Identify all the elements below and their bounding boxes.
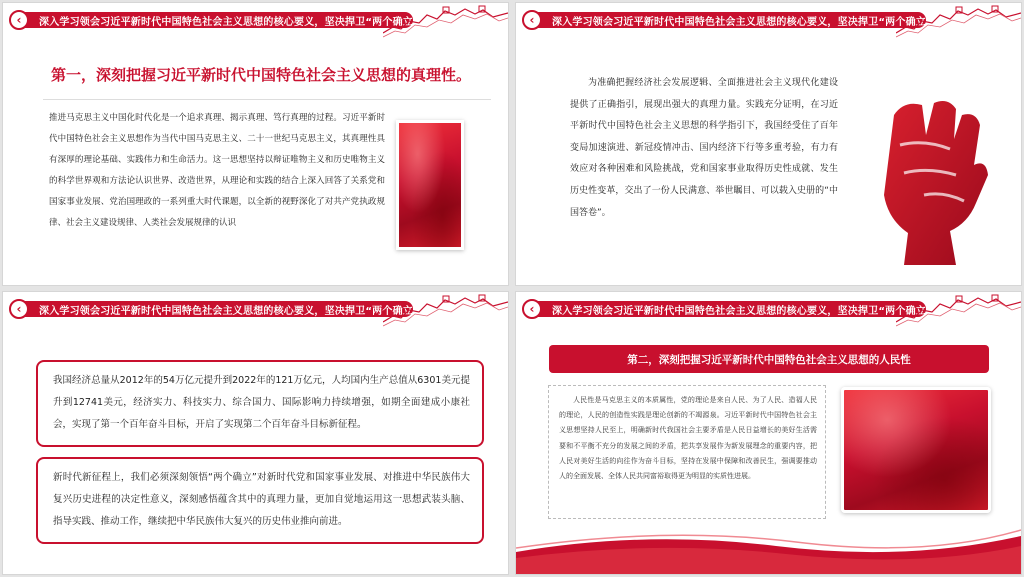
- text-box-content: 我国经济总量从2012年的54万亿元提升到2022年的121万亿元，人均国内生产总值从6301美元提升到12741美元，经济实力、科技实力、综合国力、国际影响力持续增强，如期全面建成小康社会，实现了第一个百年奋斗目标，开启了实现第二个百年奋斗目标新征程。: [53, 375, 470, 430]
- slide-3[interactable]: [3, 292, 508, 574]
- red-flag-image: [396, 120, 464, 250]
- great-wall-icon: [383, 294, 508, 328]
- section-title: 第一，深刻把握习近平新时代中国特色社会主义思想的真理性。: [51, 66, 472, 84]
- slide-1[interactable]: [3, 3, 508, 285]
- slide-header: [516, 3, 1021, 43]
- title-divider: [43, 99, 491, 100]
- header-title-bar: [23, 12, 420, 28]
- slide-header: [516, 292, 1021, 332]
- text-box-content: 新时代新征程上，我们必须深刻领悟“两个确立”对新时代党和国家事业发展、对推进中华民族伟大复兴历史进程的决定性意义，深刻感悟蕴含其中的真理力量，更加自觉地运用这一思想武装头脑、指导实践、推动工作，继续把中华民族伟大复兴的历史伟业推向前进。: [53, 472, 470, 527]
- header-title: 深入学习领会习近平新时代中国特色社会主义思想的核心要义，坚决捍卫“两个确立”: [39, 306, 420, 317]
- header-title: 深入学习领会习近平新时代中国特色社会主义思想的核心要义，坚决捍卫“两个确立”: [552, 306, 933, 317]
- section-banner: 第二，深刻把握习近平新时代中国特色社会主义思想的人民性: [549, 345, 989, 373]
- great-wall-icon: [896, 294, 1021, 328]
- header-title: 深入学习领会习近平新时代中国特色社会主义思想的核心要义，坚决捍卫“两个确立”: [552, 17, 933, 28]
- header-title-bar: [536, 301, 933, 317]
- header-title-bar: [23, 301, 420, 317]
- body-text-box: [548, 385, 826, 519]
- great-wall-icon: [383, 5, 508, 39]
- great-wall-icon: [896, 5, 1021, 39]
- back-button[interactable]: ‹: [9, 299, 29, 319]
- slide-header: [3, 3, 508, 43]
- slide-header: [3, 292, 508, 332]
- body-text: 推进马克思主义中国化时代化是一个追求真理、揭示真理、笃行真理的过程。习近平新时代中国特色社会主义思想作为当代中国马克思主义、二十一世纪马克思主义，其真理性具有深厚的理论基础、实践伟力和生命活力。这一思想坚持以辩证唯物主义和历史唯物主义的科学世界观和方法论认识世界、改造世界，从理论和实践的结合上深入回答了关系党和国家事业发展、党治国理政的一系列重大时代课题，以全新的视野深化了对共产党执政规律、社会主义建设规律、人类社会发展规律的认识: [49, 113, 385, 228]
- body-text: 人民性是马克思主义的本质属性，党的理论是来自人民、为了人民、造福人民的理论，人民的创造性实践是理论创新的不竭源泉。习近平新时代中国特色社会主义思想坚持人民至上，明确新时代我国社会主要矛盾是人民日益增长的美好生活需要和不平衡不充分的发展之间的矛盾，把共享发展作为新发展理念的重要内容，把人民对美好生活的向往作为奋斗目标，坚持在发展中保障和改善民生，强调要推动人的全面发展、全体人民共同富裕取得更为明显的实质性进展。: [559, 396, 817, 481]
- header-title: 深入学习领会习近平新时代中国特色社会主义思想的核心要义，坚决捍卫“两个确立”: [39, 17, 420, 28]
- raised-fist-icon: [864, 95, 994, 265]
- header-title-bar: [536, 12, 933, 28]
- red-ribbon-decoration: [516, 522, 1021, 574]
- text-box-new-era: [36, 457, 484, 544]
- back-button[interactable]: ‹: [522, 299, 542, 319]
- slide-2[interactable]: [516, 3, 1021, 285]
- red-flag-image: [841, 387, 991, 513]
- back-button[interactable]: ‹: [9, 10, 29, 30]
- body-text: 为准确把握经济社会发展逻辑、全面推进社会主义现代化建设提供了正确指引，展现出强大的真理力量。实践充分证明，在习近平新时代中国特色社会主义思想的科学指引下，我国经受住了百年变局加速演进、新冠疫情冲击、国内经济下行等多重考验，有力有效应对各种困难和风险挑战，党和国家事业取得历史性成就、发生历史性变革，交出了一份人民满意、举世瞩目、可以载入史册的“中国答卷”。: [570, 78, 838, 218]
- slide-4[interactable]: [516, 292, 1021, 574]
- text-box-economy: [36, 360, 484, 447]
- back-button[interactable]: ‹: [522, 10, 542, 30]
